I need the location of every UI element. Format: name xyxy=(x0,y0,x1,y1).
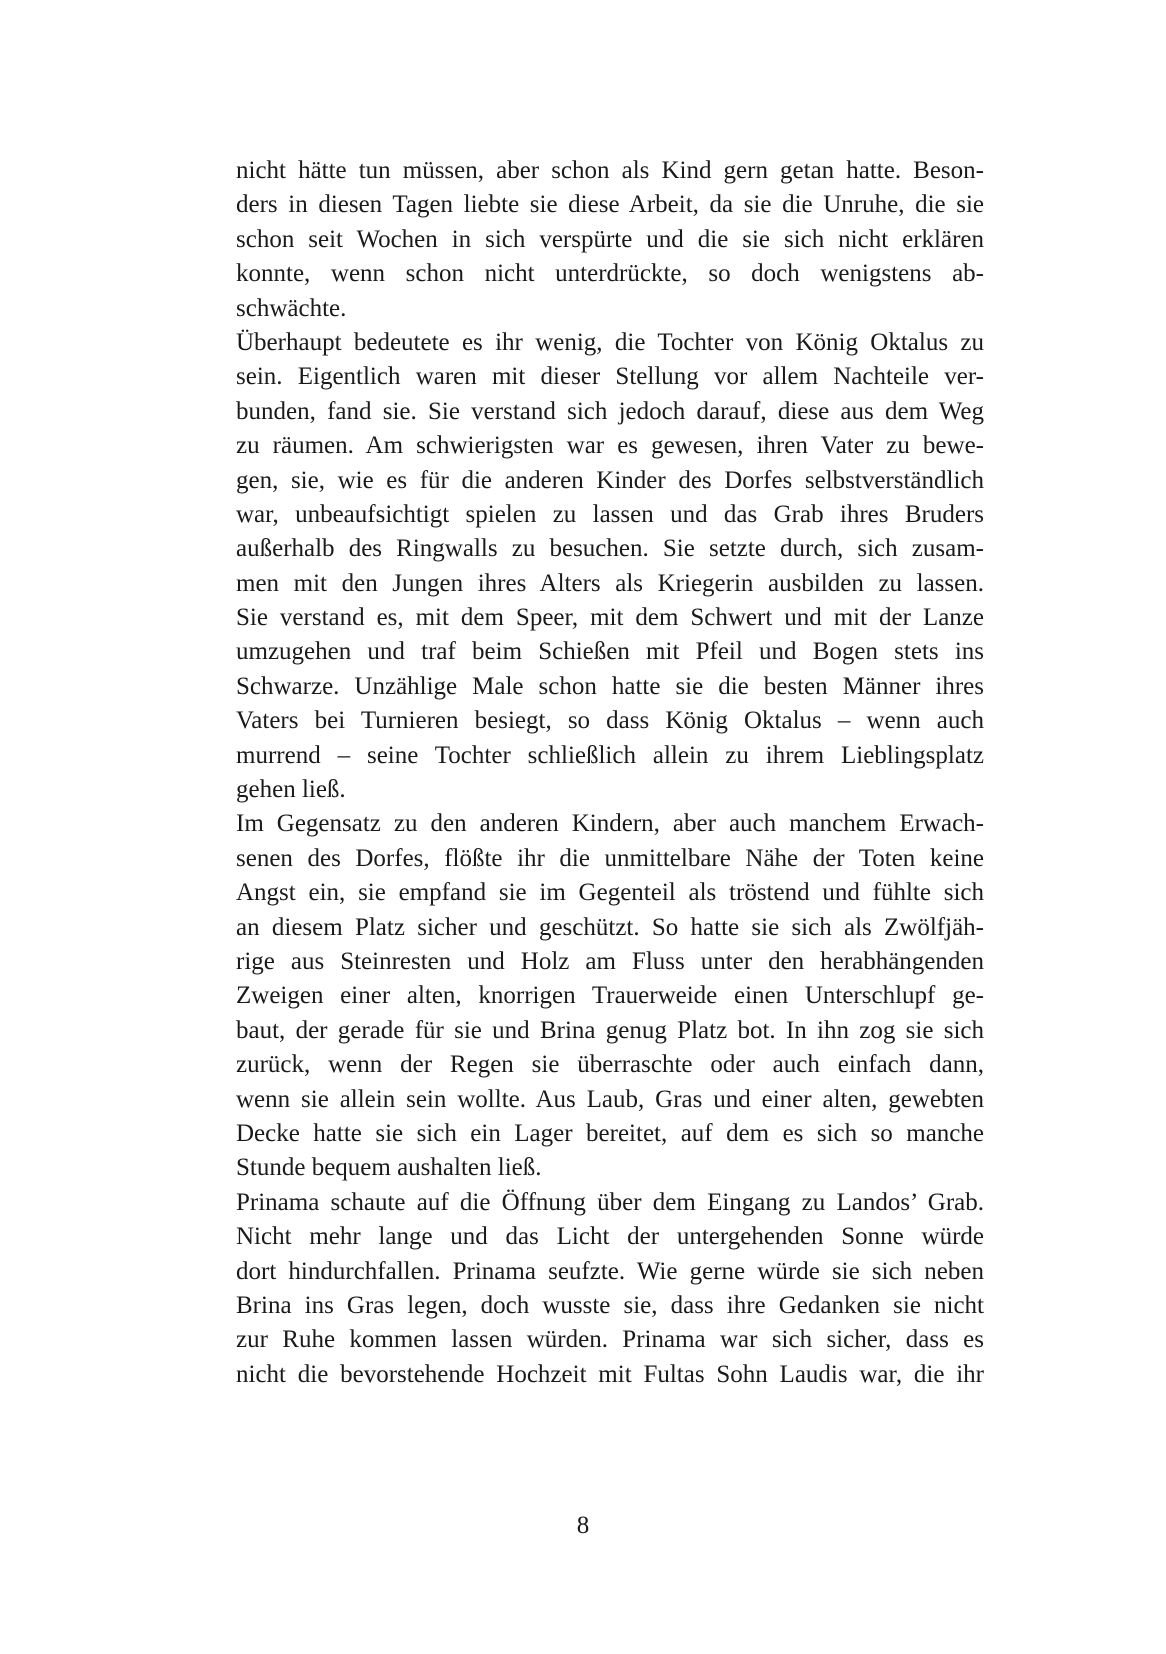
text-line: außerhalb des Ringwalls zu besuchen. Sie setzte durch, sich zusam- xyxy=(236,535,984,563)
text-line: Brina ins Gras legen, doch wusste sie, dass ihre Gedanken sie nicht xyxy=(236,1291,984,1319)
page-number: 8 xyxy=(576,1512,590,1539)
paragraph xyxy=(236,154,984,326)
text-line: men mit den Jungen ihres Alters als Kriegerin ausbilden zu lassen. xyxy=(236,569,984,597)
text-line: Prinama schaute auf die Öffnung über dem Eingang zu Landos’ Grab. xyxy=(236,1188,984,1216)
text-line: sein. Eigentlich waren mit dieser Stellung vor allem Nachteile ver- xyxy=(236,363,984,391)
text-line: Überhaupt bedeutete es ihr wenig, die Tochter von König Oktalus zu xyxy=(236,328,984,356)
text-line: umzugehen und traf beim Schießen mit Pfeil und Bogen stets ins xyxy=(236,638,984,666)
text-line: an diesem Platz sicher und geschützt. So hatte sie sich als Zwölfjäh- xyxy=(236,913,984,941)
text-line: Zweigen einer alten, knorrigen Trauerweide einen Unterschlupf ge- xyxy=(236,982,984,1010)
text-line: Sie verstand es, mit dem Speer, mit dem Schwert und mit der Lanze xyxy=(236,604,984,632)
text-line: wenn sie allein sein wollte. Aus Laub, Gras und einer alten, gewebten xyxy=(236,1085,984,1113)
text-line: konnte, wenn schon nicht unterdrückte, so doch wenigstens ab- xyxy=(236,260,984,288)
text-line: Vaters bei Turnieren besiegt, so dass König Oktalus – wenn auch xyxy=(236,707,984,735)
text-line: senen des Dorfes, flößte ihr die unmittelbare Nähe der Toten keine xyxy=(236,844,984,872)
text-line: Nicht mehr lange und das Licht der untergehenden Sonne würde xyxy=(236,1223,984,1251)
text-line: gehen ließ. xyxy=(236,776,346,804)
text-line: war, unbeaufsichtigt spielen zu lassen und das Grab ihres Bruders xyxy=(236,500,984,528)
text-line: zur Ruhe kommen lassen würden. Prinama war sich sicher, dass es xyxy=(236,1326,984,1354)
text-line: gen, sie, wie es für die anderen Kinder des Dorfes selbstverständlich xyxy=(236,466,984,494)
text-line: dort hindurchfallen. Prinama seufzte. Wie gerne würde sie sich neben xyxy=(236,1257,984,1285)
text-line: bunden, fand sie. Sie verstand sich jedoch darauf, diese aus dem Weg xyxy=(236,397,984,425)
text-line: ders in diesen Tagen liebte sie diese Arbeit, da sie die Unruhe, die sie xyxy=(236,191,984,219)
text-line: zurück, wenn der Regen sie überraschte oder auch einfach dann, xyxy=(236,1051,984,1079)
text-line: rige aus Steinresten und Holz am Fluss unter den herabhängenden xyxy=(236,947,984,975)
text-line: Schwarze. Unzählige Male schon hatte sie die besten Männer ihres xyxy=(236,672,984,700)
text-line: schwächte. xyxy=(236,294,347,322)
text-line: schon seit Wochen in sich verspürte und die sie sich nicht erklären xyxy=(236,225,984,253)
body-text xyxy=(236,154,984,1392)
paragraph xyxy=(236,326,984,807)
text-line: Decke hatte sie sich ein Lager bereitet, auf dem es sich so manche xyxy=(236,1119,984,1147)
text-line: nicht die bevorstehende Hochzeit mit Fultas Sohn Laudis war, die ihr xyxy=(236,1360,984,1388)
text-line: baut, der gerade für sie und Brina genug Platz bot. In ihn zog sie sich xyxy=(236,1016,984,1044)
text-line: Im Gegensatz zu den anderen Kindern, aber auch manchem Erwach- xyxy=(236,810,984,838)
text-line: nicht hätte tun müssen, aber schon als Kind gern getan hatte. Beson- xyxy=(236,157,984,184)
paragraph xyxy=(236,1186,984,1392)
paragraph xyxy=(236,807,984,1185)
text-line: Angst ein, sie empfand sie im Gegenteil als tröstend und fühlte sich xyxy=(236,879,984,907)
text-line: murrend – seine Tochter schließlich allein zu ihrem Lieblingsplatz xyxy=(236,741,984,769)
text-line: zu räumen. Am schwierigsten war es gewesen, ihren Vater zu bewe- xyxy=(236,432,984,460)
text-line: Stunde bequem aushalten ließ. xyxy=(236,1154,542,1182)
